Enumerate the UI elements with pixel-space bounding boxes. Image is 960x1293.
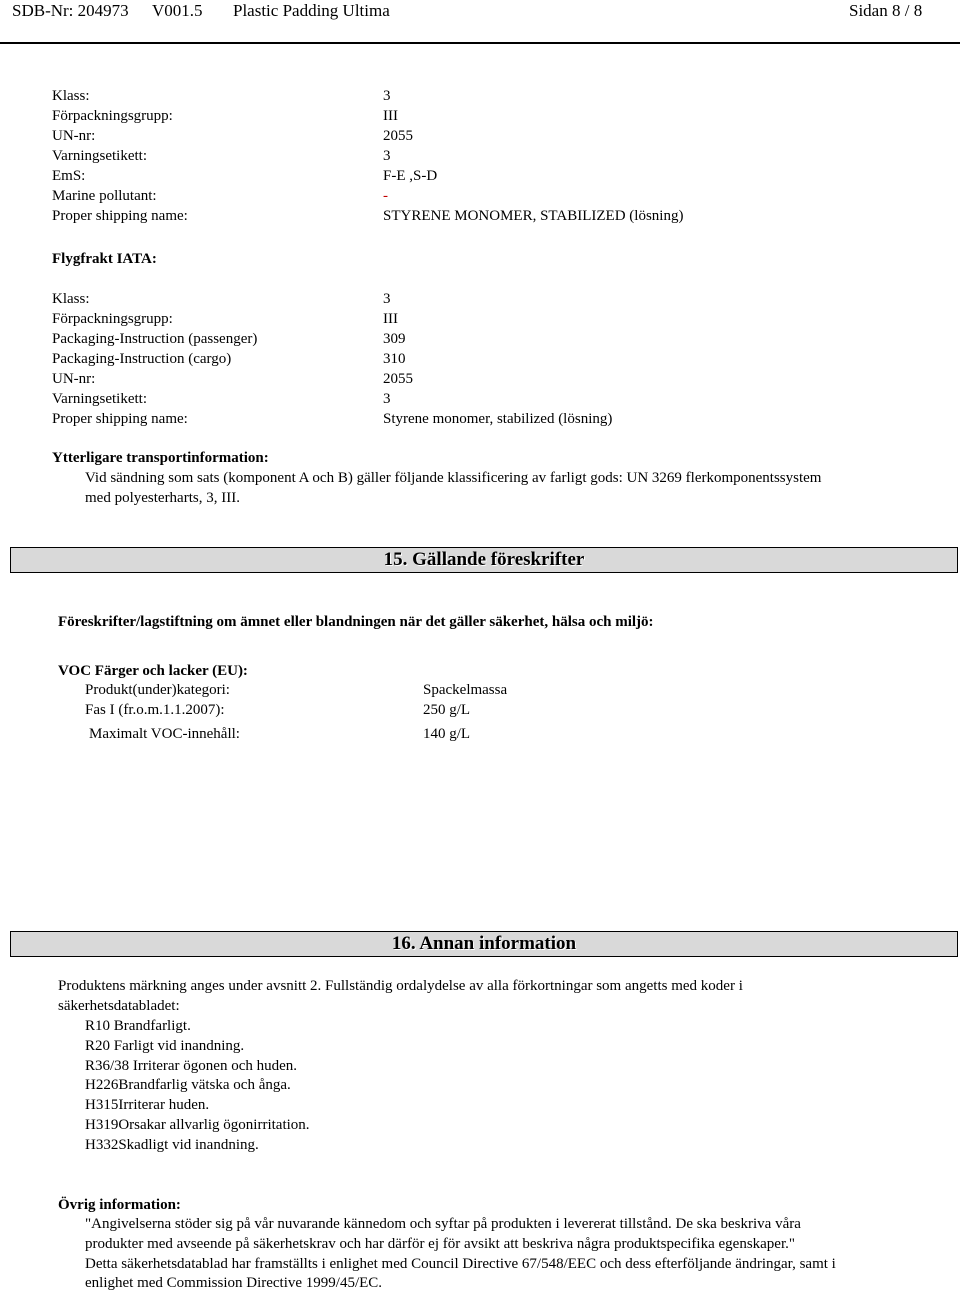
sea-un-label: UN-nr: [52, 128, 96, 144]
air-label-value: 3 [383, 391, 391, 407]
other-info-title: Övrig information: [58, 1197, 181, 1213]
section-15-title: 15. Gällande föreskrifter [383, 549, 585, 570]
air-shipping-name-value: Styrene monomer, stabilized (lösning) [383, 411, 613, 427]
air-shipping-name-label: Proper shipping name: [52, 411, 188, 427]
product-name: Plastic Padding Ultima [233, 1, 390, 20]
voc-phase-label: Fas I (fr.o.m.1.1.2007): [85, 702, 225, 718]
other-info-line-2: produkter med avseende på säkerhetskrav och har därför ej för avsikt att beskriva några produktspecifika egenskaper." [85, 1236, 796, 1252]
hazard-code-item: H315Irriterar huden. [85, 1097, 210, 1113]
extra-transport-line-1: Vid sändning som sats (komponent A och B) gäller följande klassificering av farligt gods: UN 3269 flerkomponentssystem [85, 470, 822, 486]
voc-max-value: 140 g/L [423, 726, 471, 742]
hazard-code-item: H332Skadligt vid inandning. [85, 1137, 259, 1153]
hazard-code-item: R36/38 Irriterar ögonen och huden. [85, 1058, 298, 1074]
hazard-code-item: H319Orsakar allvarlig ögonirritation. [85, 1117, 310, 1133]
sea-marine-pollutant-label: Marine pollutant: [52, 188, 157, 204]
extra-transport-line-2: med polyesterharts, 3, III. [85, 490, 240, 506]
labeling-intro-line-1: Produktens märkning anges under avsnitt 2. Fullständig ordalydelse av alla förkortningar som angetts med koder i [58, 978, 743, 994]
air-klass-label: Klass: [52, 291, 90, 307]
extra-transport-title: Ytterligare transportinformation: [52, 450, 269, 466]
voc-title: VOC Färger och lacker (EU): [58, 663, 248, 679]
other-info-line-4: enlighet med Commission Directive 1999/45/EC. [85, 1275, 383, 1291]
labeling-intro-line-2: säkerhetsdatabladet: [58, 998, 180, 1014]
sea-shipping-name-label: Proper shipping name: [52, 208, 188, 224]
sea-ems-value: F-E ,S-D [383, 168, 438, 184]
section-16-header [10, 931, 958, 957]
doc-version: V001.5 [152, 1, 203, 20]
voc-phase-value: 250 g/L [423, 702, 471, 718]
air-pi-cargo-label: Packaging-Instruction (cargo) [52, 351, 232, 367]
sea-marine-pollutant-value: - [383, 188, 388, 204]
sea-klass-label: Klass: [52, 88, 90, 104]
air-label-label: Varningsetikett: [52, 391, 147, 407]
other-info-line-1: "Angivelserna stöder sig på vår nuvarande kännedom och syftar på produkten i levererat tillstånd. De ska beskriva våra [85, 1216, 801, 1232]
sea-label-label: Varningsetikett: [52, 148, 147, 164]
air-un-label: UN-nr: [52, 371, 96, 387]
page-number: Sidan 8 / 8 [849, 1, 923, 20]
sea-packing-group-value: III [383, 108, 398, 124]
voc-max-label: Maximalt VOC-innehåll: [89, 726, 240, 742]
sea-klass-value: 3 [383, 88, 391, 104]
air-pi-cargo-value: 310 [383, 351, 406, 367]
voc-category-label: Produkt(under)kategori: [85, 682, 230, 698]
air-pi-passenger-label: Packaging-Instruction (passenger) [52, 331, 258, 347]
air-packing-group-value: III [383, 311, 398, 327]
air-packing-group-label: Förpackningsgrupp: [52, 311, 173, 327]
regulations-subtitle: Föreskrifter/lagstiftning om ämnet eller blandningen när det gäller säkerhet, hälsa och miljö: [58, 614, 654, 630]
other-info-line-3: Detta säkerhetsdatablad har framställts i enlighet med Council Directive 67/548/EEC och dess efterföljande ändringar, samt i [85, 1256, 836, 1272]
hazard-code-item: R20 Farligt vid inandning. [85, 1038, 245, 1054]
hazard-code-item: R10 Brandfarligt. [85, 1018, 191, 1034]
sea-packing-group-label: Förpackningsgrupp: [52, 108, 173, 124]
sea-shipping-name-value: STYRENE MONOMER, STABILIZED (lösning) [383, 208, 684, 224]
hazard-code-item: H226Brandfarlig vätska och ånga. [85, 1077, 291, 1093]
air-transport-title: Flygfrakt IATA: [52, 251, 157, 267]
header-divider [0, 42, 960, 44]
sea-ems-label: EmS: [52, 168, 86, 184]
doc-id: SDB-Nr: 204973 [12, 1, 129, 20]
air-un-value: 2055 [383, 371, 413, 387]
section-15-header [10, 547, 958, 573]
sea-un-value: 2055 [383, 128, 413, 144]
section-16-title: 16. Annan information [391, 933, 577, 954]
air-pi-passenger-value: 309 [383, 331, 406, 347]
air-klass-value: 3 [383, 291, 391, 307]
sea-label-value: 3 [383, 148, 391, 164]
voc-category-value: Spackelmassa [423, 682, 508, 698]
